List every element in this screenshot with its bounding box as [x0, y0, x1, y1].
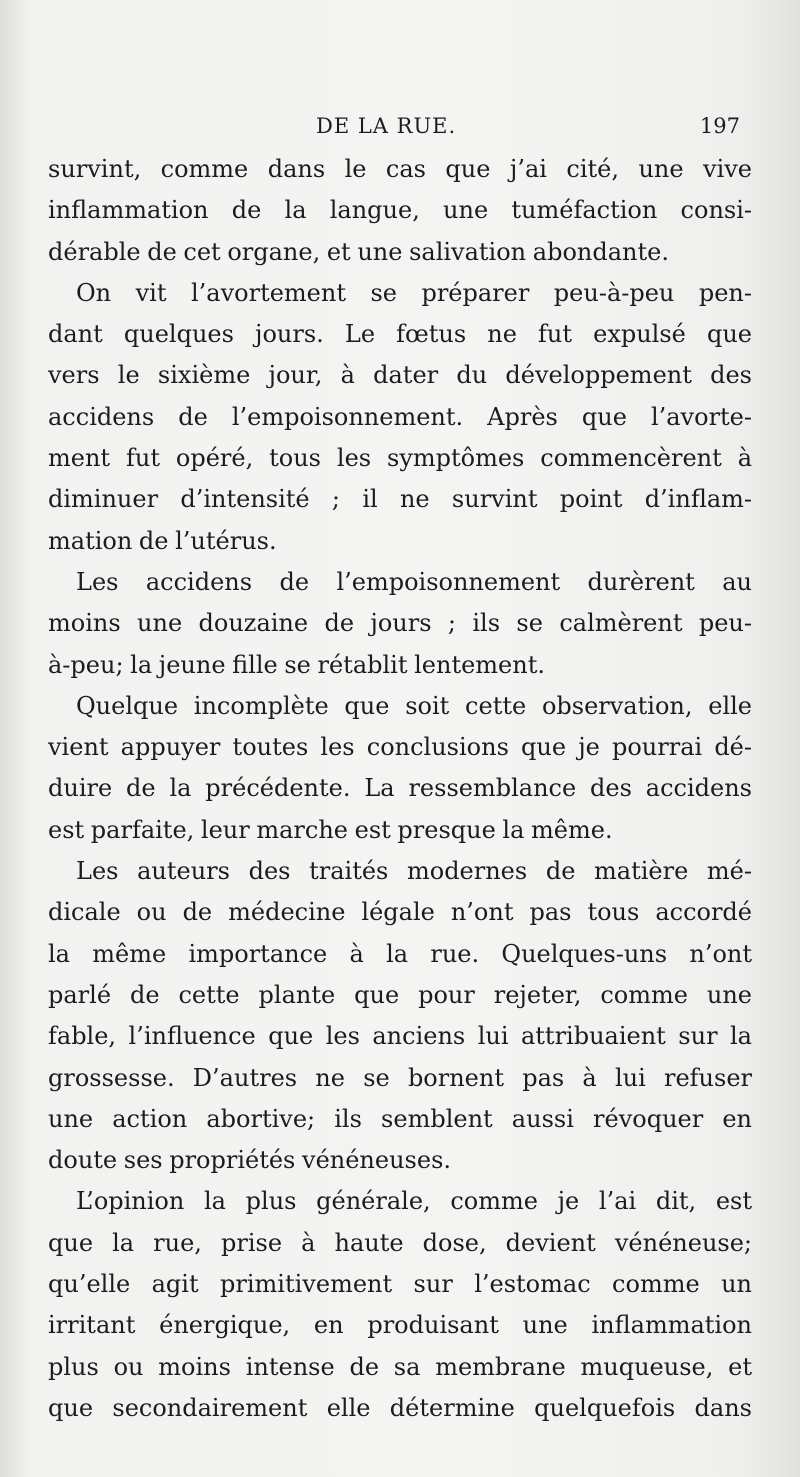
running-head: DE LA RUE.	[316, 114, 457, 138]
text-line: irritant énergique, en produisant une inflammation	[48, 1311, 752, 1340]
text-line: une action abortive; ils semblent aussi révoquer en	[48, 1104, 752, 1133]
text-line: inflammation de la langue, une tuméfaction consi-	[48, 196, 752, 225]
text-line: diminuer d’intensité ; il ne survint point d’inflam-	[48, 485, 752, 514]
text-line: que la rue, prise à haute dose, devient vénéneuse;	[48, 1228, 752, 1257]
text-line: moins une douzaine de jours ; ils se calmèrent peu-	[48, 609, 752, 638]
text-line: grossesse. D’autres ne se bornent pas à lui refuser	[48, 1063, 752, 1092]
text-line: doute ses propriétés vénéneuses.	[48, 1146, 452, 1175]
text-line: parlé de cette plante que pour rejeter, comme une	[48, 980, 752, 1009]
text-line: la même importance à la rue. Quelques-uns n’ont	[48, 939, 752, 968]
page-body-text	[48, 149, 752, 1429]
text-line: accidens de l’empoisonnement. Après que l’avorte-	[48, 402, 752, 431]
text-line: dicale ou de médecine légale n’ont pas tous accordé	[48, 898, 752, 927]
text-line: vers le sixième jour, à dater du développement des	[48, 361, 752, 390]
page-header	[48, 108, 740, 144]
text-line: vient appuyer toutes les conclusions que je pourrai dé-	[48, 733, 752, 762]
text-line: Les accidens de l’empoisonnement durèrent au	[76, 567, 752, 596]
page-number: 197	[699, 114, 740, 138]
text-line: On vit l’avortement se préparer peu-à-peu pen-	[76, 278, 752, 307]
text-line: ment fut opéré, tous les symptômes commencèrent à	[48, 444, 752, 473]
text-line: à-peu; la jeune fille se rétablit lentement.	[48, 650, 545, 679]
text-line: mation de l’utérus.	[48, 526, 277, 555]
text-line: que secondairement elle détermine quelquefois dans	[48, 1393, 752, 1422]
text-line: dérable de cet organe, et une salivation abondante.	[48, 237, 669, 266]
text-line: est parfaite, leur marche est presque la même.	[48, 815, 613, 844]
text-line: qu’elle agit primitivement sur l’estomac comme un	[48, 1270, 752, 1299]
text-line: fable, l’influence que les anciens lui attribuaient sur la	[48, 1022, 752, 1051]
text-line: duire de la précédente. La ressemblance des accidens	[48, 774, 752, 803]
text-line: dant quelques jours. Le fœtus ne fut expulsé que	[48, 320, 752, 349]
text-line: L’opinion la plus générale, comme je l’ai dit, est	[76, 1187, 752, 1216]
text-line: Quelque incomplète que soit cette observation, elle	[76, 691, 752, 720]
text-line: Les auteurs des traités modernes de matière mé-	[76, 857, 752, 886]
text-line: plus ou moins intense de sa membrane muqueuse, et	[48, 1352, 752, 1381]
text-line: survint, comme dans le cas que j’ai cité, une vive	[48, 155, 752, 183]
